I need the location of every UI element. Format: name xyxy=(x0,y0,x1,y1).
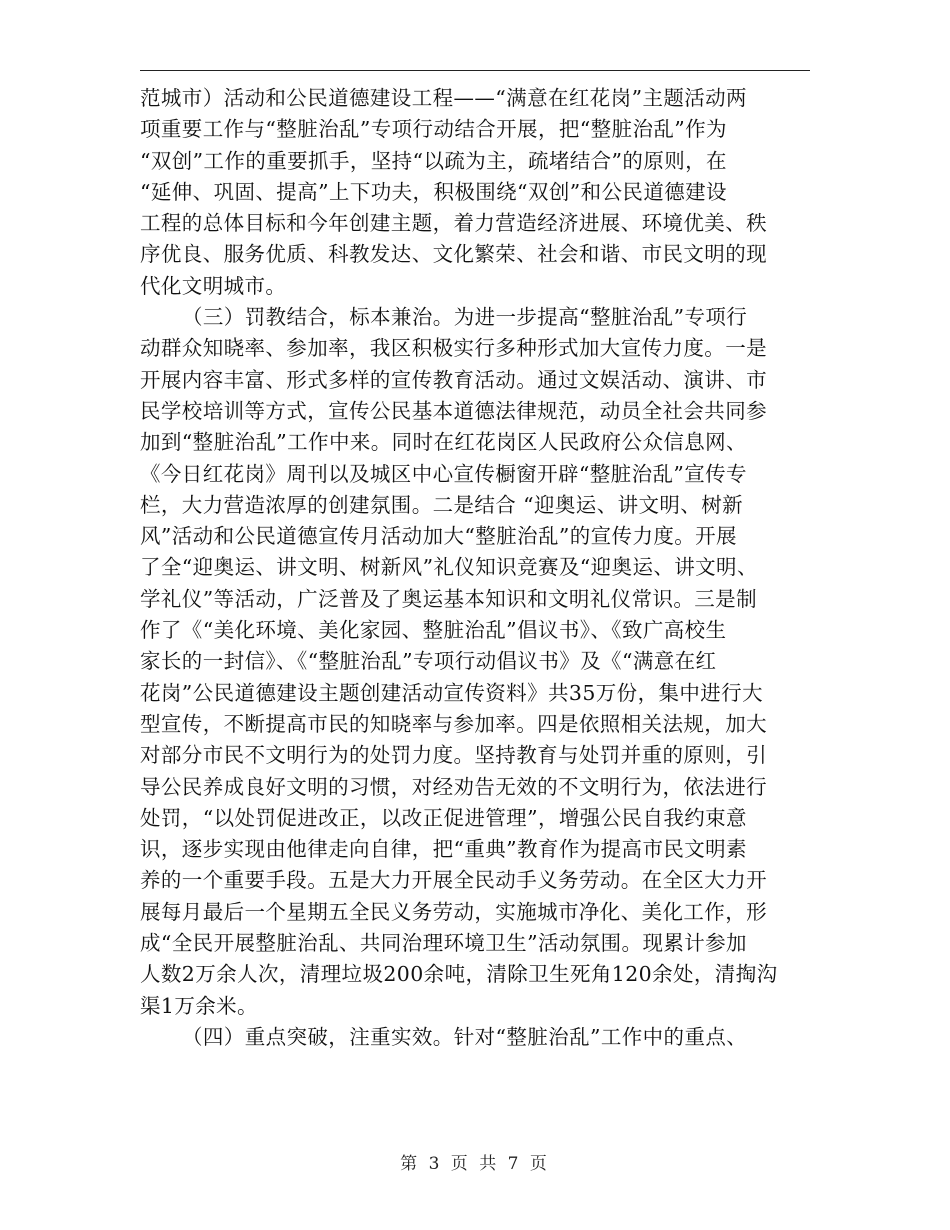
text-line: 展每月最后一个星期五全民义务劳动，实施城市净化、美化工作，形 xyxy=(140,899,767,924)
text-line: 了全“迎奥运、讲文明、树新风”礼仪知识竞赛及“迎奥运、讲文明、 xyxy=(140,555,758,580)
text-line: 导公民养成良好文明的习惯，对经劝告无效的不文明行为，依法进行 xyxy=(140,774,767,799)
text-line: 开展内容丰富、形式多样的宣传教育活动。通过文娱活动、演讲、市 xyxy=(140,367,767,392)
text-line: 作了《“美化环境、美化家园、整脏治乱”倡议书》、《致广高校生 xyxy=(140,618,727,643)
text-line: “双创”工作的重要抓手，坚持“以疏为主，疏堵结合”的原则，在 xyxy=(140,148,727,173)
text-line: 渠1万余米。 xyxy=(140,993,258,1018)
text-line: 栏，大力营造浓厚的创建氛围。二是结合 “迎奥运、讲文明、树新 xyxy=(140,492,743,517)
text-line: 型宣传，不断提高市民的知晓率与参加率。四是依照相关法规，加大 xyxy=(140,711,767,736)
paragraph-heading-three: （三）罚教结合，标本兼治。为进一步提高“整脏治乱”专项行 xyxy=(182,305,748,330)
text-line: 处罚，“以处罚促进改正，以改正促进管理”，增强公民自我约束意 xyxy=(140,805,747,830)
document-body xyxy=(140,83,820,1053)
text-line: 工程的总体目标和今年创建主题，着力营造经济进展、环境优美、秩 xyxy=(140,211,767,236)
header-rule xyxy=(140,70,810,71)
text-line: 动群众知晓率、参加率，我区积极实行多种形式加大宣传力度。一是 xyxy=(140,336,767,361)
text-line: “延伸、巩固、提高”上下功夫，积极围绕“双创”和公民道德建设 xyxy=(140,179,727,204)
paragraph-heading-four: （四）重点突破，注重实效。针对“整脏治乱”工作中的重点、 xyxy=(182,1024,748,1049)
text-line: 序优良、服务优质、科教发达、文化繁荣、社会和谐、市民文明的现 xyxy=(140,242,767,267)
text-line: 加到“整脏治乱”工作中来。同时在红花岗区人民政府公众信息网、 xyxy=(140,430,747,455)
text-line: 家长的一封信》、《“整脏治乱”专项行动倡议书》及《“满意在红 xyxy=(140,649,717,674)
text-line: 民学校培训等方式，宣传公民基本道德法律规范，动员全社会共同参 xyxy=(140,398,767,423)
text-line: 风”活动和公民道德宣传月活动加大“整脏治乱”的宣传力度。开展 xyxy=(140,524,737,549)
text-line: 项重要工作与“整脏治乱”专项行动结合开展，把“整脏治乱”作为 xyxy=(140,117,727,142)
text-line: 代化文明城市。 xyxy=(140,273,287,298)
text-line: 人数2万余人次，清理垃圾200余吨，清除卫生死角120余处，清掏沟 xyxy=(140,962,778,987)
page-number-footer: 第 3 页 共 7 页 xyxy=(400,1154,550,1174)
text-line: 养的一个重要手段。五是大力开展全民动手义务劳动。在全区大力开 xyxy=(140,868,767,893)
text-line: 成“全民开展整脏治乱、共同治理环境卫生”活动氛围。现累计参加 xyxy=(140,931,747,956)
text-line: 范城市）活动和公民道德建设工程——“满意在红花岗”主题活动两 xyxy=(140,86,747,110)
text-line: 学礼仪”等活动，广泛普及了奥运基本知识和文明礼仪常识。三是制 xyxy=(140,586,757,611)
text-line: 对部分市民不文明行为的处罚力度。坚持教育与处罚并重的原则，引 xyxy=(140,743,767,768)
text-line: 识，逐步实现由他律走向自律，把“重典”教育作为提高市民文明素 xyxy=(140,837,747,862)
text-line: 《今日红花岗》周刊以及城区中心宣传橱窗开辟“整脏治乱”宣传专 xyxy=(140,461,747,486)
text-line: 花岗”公民道德建设主题创建活动宣传资料》共35万份，集中进行大 xyxy=(140,680,763,705)
